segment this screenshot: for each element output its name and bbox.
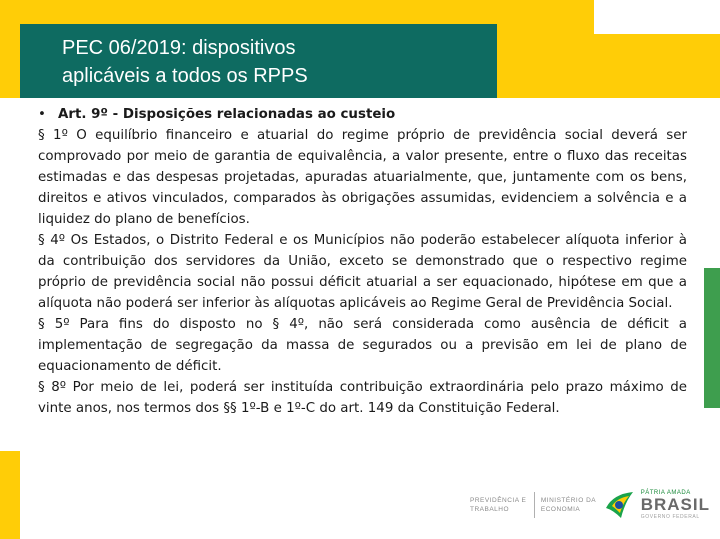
decor-green-right [704, 268, 720, 408]
brasil-flag-icon [603, 488, 637, 522]
paragraph-2: § 4º Os Estados, o Distrito Federal e os Municípios não poderão estabelecer alíquota inferior à da contribuição dos servidores da União, exceto se demonstrado que o respectivo regime próprio de previdência social não possui déficit atuarial a ser equacionado, hipótese em que a alíquota não poderá ser inferior às alíquotas aplicáveis ao Regime Geral de Previdência Social. [38, 233, 687, 311]
footer-logos [470, 482, 710, 528]
paragraph-4: § 8º Por meio de lei, poderá ser instituída contribuição extraordinária pelo prazo máximo de vinte anos, nos termos dos §§ 1º-B e 1º-C do art. 149 da Constituição Federal. [38, 380, 687, 416]
paragraph-3: § 5º Para fins do disposto no § 4º, não será considerada como ausência de déficit a implementação de segregação da massa de segurados ou a previsão em lei de plano de equacionamento de déficit. [38, 317, 687, 374]
paragraph-1: § 1º O equilíbrio financeiro e atuarial do regime próprio de previdência social deverá ser comprovado por meio de garantia de equivalência, a valor presente, entre o fluxo das receitas estimadas e das despesas projetadas, apuradas atuarialmente, que, juntamente com os bens, direitos e ativos vinculados, comparados às obrigações assumidas, evidenciem a solvência e a liquidez do plano de benefícios. [38, 128, 687, 227]
decor-yellow-top-bar [20, 0, 497, 24]
slide-title-line2: aplicáveis a todos os RPPS [62, 65, 308, 87]
title-band [20, 24, 497, 98]
slide-title [62, 34, 482, 90]
logo-previdencia-line2: TRABALHO [470, 506, 510, 513]
bullet-icon: • [38, 107, 46, 122]
decor-yellow-bottom-left [0, 451, 20, 539]
brasil-name: BRASIL [640, 495, 710, 514]
logo-ministerio [541, 496, 597, 514]
slide-title-line1: PEC 06/2019: dispositivos [62, 37, 296, 59]
logo-ministerio-line1: MINISTÉRIO DA [540, 497, 597, 504]
brasil-tagline: PÁTRIA AMADA [640, 490, 691, 496]
logo-previdencia-line1: PREVIDÊNCIA E [470, 497, 527, 504]
decor-yellow-left [0, 0, 20, 98]
brasil-subtitle: GOVERNO FEDERAL [640, 514, 700, 520]
brasil-wordmark [641, 490, 710, 520]
logo-brasil [603, 488, 710, 522]
bullet-heading-row [38, 104, 687, 125]
logo-divider [534, 492, 535, 518]
slide-body [38, 104, 687, 419]
bullet-heading: Art. 9º - Disposições relacionadas ao custeio [58, 107, 396, 122]
logo-ministerio-line2: ECONOMIA [540, 506, 581, 513]
logo-previdencia [470, 496, 528, 514]
decor-white-notch [594, 0, 720, 34]
